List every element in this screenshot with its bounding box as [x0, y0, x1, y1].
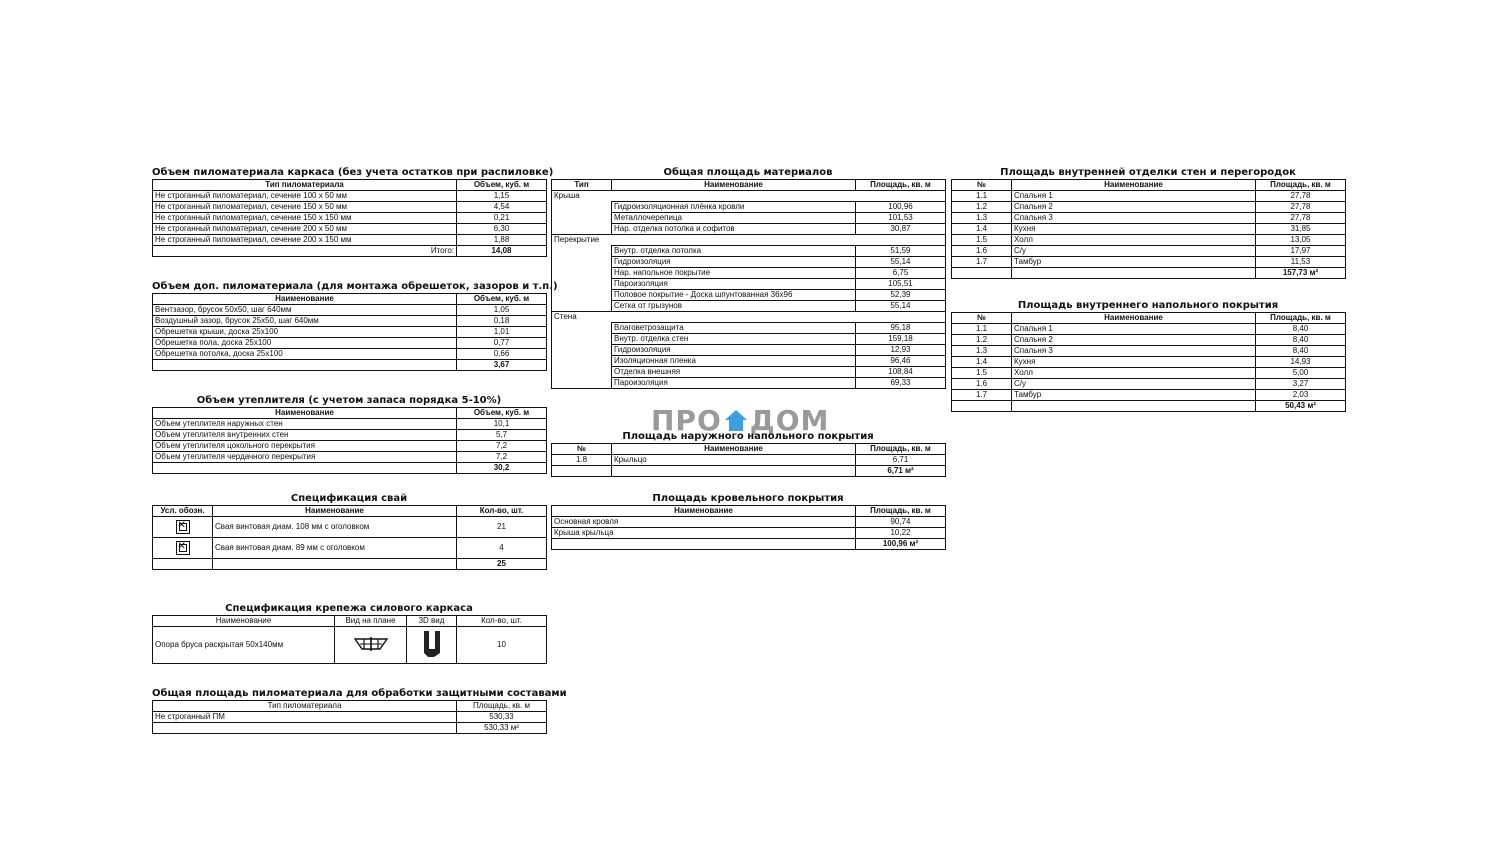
- room-area: 2,03: [1256, 390, 1346, 401]
- wall-finish-area-table: [951, 179, 1346, 279]
- roofing-area-block: [551, 493, 945, 550]
- materials-area-title: Общая площадь материалов: [663, 167, 833, 178]
- material-name: Гидроизоляция: [612, 345, 856, 356]
- table-row: [552, 517, 946, 528]
- material-area: 96,46: [856, 356, 946, 367]
- room-number: 1.2: [952, 202, 1012, 213]
- item-value: 4,54: [457, 202, 547, 213]
- table-row: [153, 452, 547, 463]
- table-row: [952, 346, 1346, 357]
- room-area: 11,53: [1256, 257, 1346, 268]
- room-name: Кухня: [1012, 224, 1256, 235]
- table-row: [952, 357, 1346, 368]
- room-area: 27,78: [1256, 213, 1346, 224]
- column-header: Площадь, кв. м: [856, 180, 946, 191]
- column-header: Кол-во, шт.: [457, 616, 547, 627]
- column-header: Тип пиломатериала: [153, 701, 457, 712]
- item-name: Объем утеплителя цокольного перекрытия: [153, 441, 457, 452]
- table-row: [153, 419, 547, 430]
- group-spacer: [552, 356, 612, 367]
- table-row: [153, 338, 547, 349]
- group-name: Перекрытие: [552, 235, 946, 246]
- table-row: [552, 378, 946, 389]
- table-row: [952, 379, 1346, 390]
- item-name: Не строганный пиломатериал, сечение 100 x 50 мм: [153, 191, 457, 202]
- table-row: [952, 335, 1346, 346]
- table-row: [952, 235, 1346, 246]
- frame-lumber-volume-title: Объем пиломатериала каркаса (без учета остатков при распиловке): [152, 167, 554, 178]
- group-spacer: [552, 213, 612, 224]
- frame-lumber-volume-table: [152, 179, 547, 257]
- material-name: Пароизоляция: [612, 279, 856, 290]
- group-header-row: [552, 312, 946, 323]
- treatment-area-table: [152, 700, 547, 734]
- material-area: 55,14: [856, 301, 946, 312]
- table-row: [552, 257, 946, 268]
- item-value: 7,2: [457, 441, 547, 452]
- column-header: Тип пиломатериала: [153, 180, 457, 191]
- group-spacer: [552, 301, 612, 312]
- room-area: 27,78: [1256, 202, 1346, 213]
- table-row: [552, 356, 946, 367]
- table-row: [952, 202, 1346, 213]
- table-row: [552, 268, 946, 279]
- room-name: Крыльцо: [612, 455, 856, 466]
- piles-spec-table: [152, 505, 547, 570]
- table-row: [153, 538, 547, 559]
- table-row: [952, 224, 1346, 235]
- table-row: [153, 712, 547, 723]
- column-header: Наименование: [153, 294, 457, 305]
- fasteners-spec-block: [152, 603, 546, 664]
- group-spacer: [552, 290, 612, 301]
- house-icon: [725, 410, 747, 432]
- table-row: [952, 246, 1346, 257]
- column-header: Наименование: [612, 444, 856, 455]
- room-name: С/у: [1012, 379, 1256, 390]
- group-header-row: [552, 235, 946, 246]
- table-row: [552, 290, 946, 301]
- room-number: 1.4: [952, 224, 1012, 235]
- bracket-3d-icon: [421, 629, 443, 659]
- group-spacer: [552, 345, 612, 356]
- pile-qty: 4: [457, 538, 547, 559]
- wall-finish-area-block: [951, 167, 1345, 279]
- room-name: Тамбур: [1012, 390, 1256, 401]
- roofing-area-title: Площадь кровельного покрытия: [652, 493, 844, 504]
- column-header: Тип: [552, 180, 612, 191]
- room-area: 14,93: [1256, 357, 1346, 368]
- item-value: 1,05: [457, 305, 547, 316]
- column-header: Объем, куб. м: [457, 180, 547, 191]
- item-value: 6,30: [457, 224, 547, 235]
- item-name: Не строганный пиломатериал, сечение 200 x 50 мм: [153, 224, 457, 235]
- material-name: Сетка от грызунов: [612, 301, 856, 312]
- column-header: Площадь, кв. м: [1256, 180, 1346, 191]
- material-name: Гидроизоляция: [612, 257, 856, 268]
- material-name: Нар. напольное покрытие: [612, 268, 856, 279]
- group-spacer: [552, 257, 612, 268]
- roofing-area-table: [551, 505, 946, 550]
- total-row: [153, 463, 547, 474]
- material-name: Пароизоляция: [612, 378, 856, 389]
- material-area: 101,53: [856, 213, 946, 224]
- column-header: Наименование: [213, 506, 457, 517]
- table-row: [952, 368, 1346, 379]
- table-row: [552, 224, 946, 235]
- total-value: 157,73 м²: [1256, 268, 1346, 279]
- item-name: Обрешетка пола, доска 25х100: [153, 338, 457, 349]
- table-row: [153, 517, 547, 538]
- room-number: 1.4: [952, 357, 1012, 368]
- group-header-row: [552, 191, 946, 202]
- material-area: 51,59: [856, 246, 946, 257]
- room-area: 3,27: [1256, 379, 1346, 390]
- column-header: 3D вид: [407, 616, 457, 627]
- column-header: Наименование: [612, 180, 856, 191]
- indoor-floor-area-block: [951, 300, 1345, 412]
- total-value: 14,08: [457, 246, 547, 257]
- insulation-volume-block: [152, 395, 546, 474]
- item-value: 0,66: [457, 349, 547, 360]
- table-row: [153, 627, 547, 664]
- table-row: [153, 441, 547, 452]
- table-row: [552, 213, 946, 224]
- material-area: 108,84: [856, 367, 946, 378]
- column-header: Наименование: [552, 506, 856, 517]
- column-header: Объем, куб. м: [457, 294, 547, 305]
- room-name: Холл: [1012, 368, 1256, 379]
- column-header: Вид на плане: [335, 616, 407, 627]
- total-value: 50,43 м²: [1256, 401, 1346, 412]
- group-spacer: [552, 246, 612, 257]
- total-row: [552, 539, 946, 550]
- room-number: 1.6: [952, 246, 1012, 257]
- piles-spec-title: Спецификация свай: [290, 493, 408, 504]
- table-row: [153, 430, 547, 441]
- room-name: Спальня 2: [1012, 335, 1256, 346]
- item-name: Объем утеплителя внутренних стен: [153, 430, 457, 441]
- column-header: Наименование: [1012, 313, 1256, 324]
- room-name: Спальня 2: [1012, 202, 1256, 213]
- item-name: Объем утеплителя наружных стен: [153, 419, 457, 430]
- room-number: 1.5: [952, 368, 1012, 379]
- table-row: [153, 349, 547, 360]
- fastener-plan-cell: [335, 627, 407, 664]
- indoor-floor-area-table: [951, 312, 1346, 412]
- table-row: [552, 367, 946, 378]
- column-header: Усл. обозн.: [153, 506, 213, 517]
- column-header: №: [952, 180, 1012, 191]
- material-area: 159,18: [856, 334, 946, 345]
- table-row: [552, 455, 946, 466]
- item-name: Вентзазор, брусок 50х50, шаг 640мм: [153, 305, 457, 316]
- group-name: Крыша: [552, 191, 946, 202]
- room-name: Холл: [1012, 235, 1256, 246]
- materials-area-block: [551, 167, 945, 389]
- item-name: Не строганный пиломатериал, сечение 150 x 50 мм: [153, 202, 457, 213]
- group-name: Стена: [552, 312, 946, 323]
- material-area: 12,93: [856, 345, 946, 356]
- group-spacer: [552, 202, 612, 213]
- total-row: [153, 559, 547, 570]
- total-row: [153, 360, 547, 371]
- bracket-plan-icon: [354, 636, 388, 652]
- total-spacer: [153, 360, 457, 371]
- extra-lumber-volume-title: Объем доп. пиломатериала (для монтажа обрешеток, зазоров и т.п.): [152, 281, 558, 292]
- roof-area: 10,22: [856, 528, 946, 539]
- pile-symbol-cell: [153, 538, 213, 559]
- room-area: 31,85: [1256, 224, 1346, 235]
- treatment-area-title: Общая площадь пиломатериала для обработки защитными составами: [152, 688, 567, 699]
- extra-lumber-volume-block: [152, 281, 558, 371]
- room-number: 1.3: [952, 346, 1012, 357]
- room-number: 1.1: [952, 324, 1012, 335]
- material-name: Гидроизоляционная плёнка кровли: [612, 202, 856, 213]
- material-area: 100,96: [856, 202, 946, 213]
- total-row: [952, 268, 1346, 279]
- total-spacer: [952, 401, 1012, 412]
- total-label: Итого:: [153, 246, 457, 257]
- frame-lumber-volume-block: [152, 167, 554, 257]
- room-name: Спальня 1: [1012, 191, 1256, 202]
- item-value: 7,2: [457, 452, 547, 463]
- material-name: Изоляционная пленка: [612, 356, 856, 367]
- item-name: Объем утеплителя чердачного перекрытия: [153, 452, 457, 463]
- wall-finish-area-title: Площадь внутренней отделки стен и перегородок: [1000, 167, 1296, 178]
- table-row: [952, 257, 1346, 268]
- table-row: [153, 235, 547, 246]
- item-value: 0,21: [457, 213, 547, 224]
- pile-symbol-cell: [153, 517, 213, 538]
- material-name: Отделка внешняя: [612, 367, 856, 378]
- room-area: 17,97: [1256, 246, 1346, 257]
- indoor-floor-area-title: Площадь внутреннего напольного покрытия: [1017, 300, 1279, 311]
- pile-symbol-icon: [176, 520, 190, 534]
- item-value: 10,1: [457, 419, 547, 430]
- outdoor-floor-area-table: [551, 443, 946, 477]
- room-number: 1.7: [952, 390, 1012, 401]
- material-name: Влаговетрозащита: [612, 323, 856, 334]
- extra-lumber-volume-table: [152, 293, 547, 371]
- room-name: С/у: [1012, 246, 1256, 257]
- total-row: [153, 246, 547, 257]
- column-header: Наименование: [153, 408, 457, 419]
- fastener-name: Опора бруса раскрытая 50х140мм: [153, 627, 335, 664]
- room-number: 1.1: [952, 191, 1012, 202]
- room-name: Кухня: [1012, 357, 1256, 368]
- room-number: 1.5: [952, 235, 1012, 246]
- pile-name: Свая винтовая диам. 89 мм с оголовком: [213, 538, 457, 559]
- table-row: [552, 301, 946, 312]
- item-value: 1,88: [457, 235, 547, 246]
- pile-name: Свая винтовая диам. 108 мм с оголовком: [213, 517, 457, 538]
- treatment-value: 530,33: [457, 712, 547, 723]
- outdoor-floor-total: 6,71 м²: [856, 466, 946, 477]
- room-area: 8,40: [1256, 335, 1346, 346]
- group-spacer: [552, 279, 612, 290]
- total-row: [153, 723, 547, 734]
- total-row: [952, 401, 1346, 412]
- treatment-area-block: [152, 688, 567, 734]
- group-spacer: [552, 334, 612, 345]
- insulation-volume-title: Объем утеплителя (с учетом запаса порядка 5-10%): [196, 395, 502, 406]
- room-number: 1.7: [952, 257, 1012, 268]
- room-number: 1.8: [552, 455, 612, 466]
- roofing-total: 100,96 м²: [856, 539, 946, 550]
- room-number: 1.3: [952, 213, 1012, 224]
- roof-area: 90,74: [856, 517, 946, 528]
- room-area: 6,71: [856, 455, 946, 466]
- room-area: 8,40: [1256, 324, 1346, 335]
- room-name: Спальня 1: [1012, 324, 1256, 335]
- pile-symbol-icon: [176, 541, 190, 555]
- piles-spec-block: [152, 493, 546, 570]
- total-spacer: [153, 463, 457, 474]
- table-row: [552, 323, 946, 334]
- column-header: Объем, куб. м: [457, 408, 547, 419]
- table-row: [552, 202, 946, 213]
- column-header: Площадь, кв. м: [1256, 313, 1346, 324]
- item-value: 0,18: [457, 316, 547, 327]
- material-area: 69,33: [856, 378, 946, 389]
- table-row: [153, 213, 547, 224]
- material-area: 6,75: [856, 268, 946, 279]
- materials-area-table: [551, 179, 946, 389]
- column-header: Площадь, кв. м: [856, 506, 946, 517]
- item-value: 1,15: [457, 191, 547, 202]
- roof-name: Основная кровля: [552, 517, 856, 528]
- material-name: Половое покрытие - Доска шпунтованная 36х96: [612, 290, 856, 301]
- room-name: Спальня 3: [1012, 213, 1256, 224]
- column-header: №: [552, 444, 612, 455]
- table-row: [552, 246, 946, 257]
- table-row: [153, 202, 547, 213]
- material-name: Металлочерепица: [612, 213, 856, 224]
- table-row: [153, 224, 547, 235]
- group-spacer: [552, 378, 612, 389]
- table-row: [153, 191, 547, 202]
- item-value: 0,77: [457, 338, 547, 349]
- item-name: Обрешетка крыши, доска 25х100: [153, 327, 457, 338]
- fastener-3d-cell: [407, 627, 457, 664]
- item-name: Не строганный пиломатериал, сечение 150 x 150 мм: [153, 213, 457, 224]
- table-row: [153, 316, 547, 327]
- room-area: 13,05: [1256, 235, 1346, 246]
- table-row: [552, 345, 946, 356]
- table-row: [153, 327, 547, 338]
- treatment-name: Не строганный ПМ: [153, 712, 457, 723]
- outdoor-floor-area-block: [551, 431, 945, 477]
- fasteners-spec-title: Спецификация крепежа силового каркаса: [225, 603, 473, 614]
- total-value: 30,2: [457, 463, 547, 474]
- column-header: Площадь, кв. м: [856, 444, 946, 455]
- item-value: 1,01: [457, 327, 547, 338]
- table-row: [952, 213, 1346, 224]
- material-area: 105,51: [856, 279, 946, 290]
- table-row: [952, 191, 1346, 202]
- material-name: Нар. отделка потолка и софитов: [612, 224, 856, 235]
- item-value: 5,7: [457, 430, 547, 441]
- material-area: 52,39: [856, 290, 946, 301]
- item-name: Не строганный пиломатериал, сечение 200 x 150 мм: [153, 235, 457, 246]
- total-row: [552, 466, 946, 477]
- column-header: №: [952, 313, 1012, 324]
- outdoor-floor-area-title: Площадь наружного напольного покрытия: [622, 431, 874, 442]
- table-row: [952, 324, 1346, 335]
- room-name: Тамбур: [1012, 257, 1256, 268]
- material-name: Внутр. отделка потолка: [612, 246, 856, 257]
- room-area: 5,00: [1256, 368, 1346, 379]
- total-spacer: [952, 268, 1012, 279]
- item-name: Обрешетка потолка, доска 25х100: [153, 349, 457, 360]
- table-row: [552, 528, 946, 539]
- item-name: Воздушный зазор, брусок 25х50, шаг 640мм: [153, 316, 457, 327]
- column-header: Наименование: [153, 616, 335, 627]
- insulation-volume-table: [152, 407, 547, 474]
- group-spacer: [552, 323, 612, 334]
- room-area: 27,78: [1256, 191, 1346, 202]
- roof-name: Крыша крыльца: [552, 528, 856, 539]
- material-name: Внутр. отделка стен: [612, 334, 856, 345]
- table-row: [552, 334, 946, 345]
- group-spacer: [552, 268, 612, 279]
- pile-qty: 21: [457, 517, 547, 538]
- group-spacer: [552, 367, 612, 378]
- table-row: [153, 305, 547, 316]
- treatment-total: 530,33 м²: [457, 723, 547, 734]
- room-number: 1.6: [952, 379, 1012, 390]
- material-area: 95,18: [856, 323, 946, 334]
- total-spacer: [1012, 401, 1256, 412]
- column-header: Площадь, кв. м: [457, 701, 547, 712]
- room-number: 1.2: [952, 335, 1012, 346]
- table-row: [952, 390, 1346, 401]
- fasteners-spec-table: [152, 615, 547, 664]
- column-header: Наименование: [1012, 180, 1256, 191]
- column-header: Кол-во, шт.: [457, 506, 547, 517]
- group-spacer: [552, 224, 612, 235]
- room-area: 8,40: [1256, 346, 1346, 357]
- room-name: Спальня 3: [1012, 346, 1256, 357]
- table-row: [552, 279, 946, 290]
- fastener-qty: 10: [457, 627, 547, 664]
- pro-dom-logo: ПРО ДОМ: [651, 404, 830, 437]
- material-area: 30,87: [856, 224, 946, 235]
- material-area: 55,14: [856, 257, 946, 268]
- total-spacer: [1012, 268, 1256, 279]
- total-value: 3,67: [457, 360, 547, 371]
- pile-total: 25: [457, 559, 547, 570]
